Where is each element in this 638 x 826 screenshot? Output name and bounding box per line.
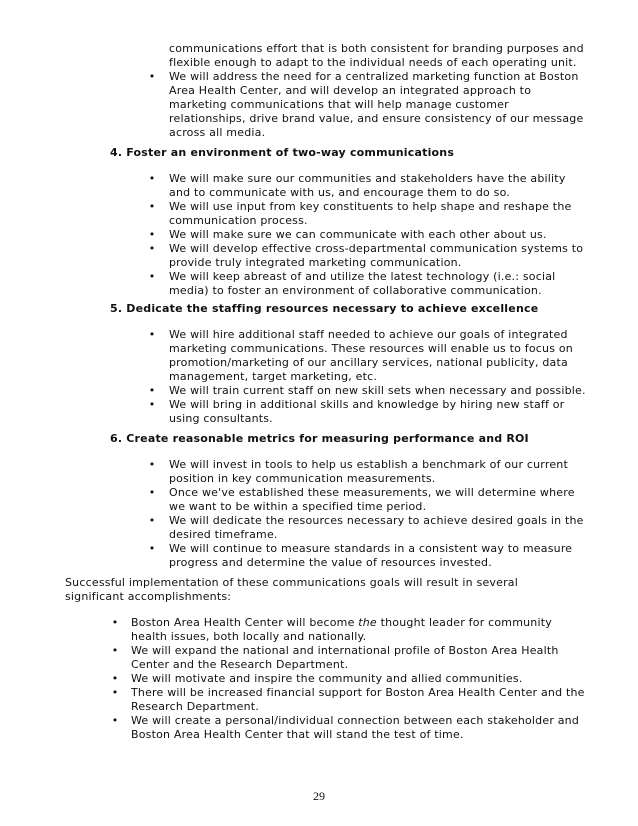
text-line: communications effort that is both consistent for branding purposes and <box>169 42 584 55</box>
text-line: Once we've established these measurements, we will determine where <box>169 486 575 499</box>
text-line: Area Health Center, and will develop an integrated approach to <box>169 84 532 97</box>
text-line: We will expand the national and international profile of Boston Area Health <box>131 644 559 657</box>
bullet-icon: • <box>148 514 156 527</box>
page-number: 29 <box>313 789 325 803</box>
text-line: We will invest in tools to help us establish a benchmark of our current <box>169 458 568 471</box>
text-line: We will bring in additional skills and knowledge by hiring new staff or <box>169 398 565 411</box>
text-line: communication process. <box>169 214 308 227</box>
text-line: desired timeframe. <box>169 528 278 541</box>
text-line: There will be increased financial support for Boston Area Health Center and the <box>131 686 585 699</box>
text-line: Boston Area Health Center that will stand the test of time. <box>131 728 464 741</box>
text-line: and to communicate with us, and encourage them to do so. <box>169 186 511 199</box>
list-item <box>131 616 552 630</box>
text-line: Research Department. <box>131 700 260 713</box>
text-line: we want to be within a specified time period. <box>169 500 427 513</box>
paragraph-line: significant accomplishments: <box>65 590 232 603</box>
bullet-icon: • <box>148 384 156 397</box>
bullet-icon: • <box>148 200 156 213</box>
text-line: We will develop effective cross-departmental communication systems to <box>169 242 584 255</box>
bullet-icon: • <box>148 228 156 241</box>
text-run: Boston Area Health Center will become <box>131 616 359 629</box>
text-run: thought leader for community <box>376 616 552 629</box>
text-line: We will make sure we can communicate with each other about us. <box>169 228 547 241</box>
bullet-icon: • <box>148 542 156 555</box>
bullet-icon: • <box>148 458 156 471</box>
text-line: We will motivate and inspire the community and allied communities. <box>131 672 523 685</box>
text-line: Center and the Research Department. <box>131 658 349 671</box>
bullet-icon: • <box>111 672 119 685</box>
bullet-icon: • <box>148 70 156 83</box>
text-line: marketing communications that will help manage customer <box>169 98 509 111</box>
bullet-icon: • <box>148 242 156 255</box>
text-line: We will address the need for a centralized marketing function at Boston <box>169 70 579 83</box>
bullet-icon: • <box>148 398 156 411</box>
bullet-icon: • <box>148 328 156 341</box>
text-line: position in key communication measurements. <box>169 472 436 485</box>
text-line: We will keep abreast of and utilize the latest technology (i.e.: social <box>169 270 556 283</box>
bullet-icon: • <box>111 644 119 657</box>
bullet-icon: • <box>111 686 119 699</box>
section-heading: 6. Create reasonable metrics for measuring performance and ROI <box>110 432 529 445</box>
text-line: management, target marketing, etc. <box>169 370 378 383</box>
bullet-icon: • <box>111 616 119 629</box>
text-line: We will create a personal/individual connection between each stakeholder and <box>131 714 580 727</box>
bullet-icon: • <box>111 714 119 727</box>
text-line: promotion/marketing of our ancillary services, national publicity, data <box>169 356 568 369</box>
text-line: We will use input from key constituents to help shape and reshape the <box>169 200 572 213</box>
text-line: We will continue to measure standards in a consistent way to measure <box>169 542 573 555</box>
text-line: We will dedicate the resources necessary to achieve desired goals in the <box>169 514 584 527</box>
text-line: We will train current staff on new skill sets when necessary and possible. <box>169 384 586 397</box>
text-line: progress and determine the value of resources invested. <box>169 556 492 569</box>
text-line: relationships, drive brand value, and ensure consistency of our message <box>169 112 584 125</box>
text-line: flexible enough to adapt to the individual needs of each operating unit. <box>169 56 577 69</box>
text-line: across all media. <box>169 126 266 139</box>
section-heading: 5. Dedicate the staffing resources necessary to achieve excellence <box>110 302 539 315</box>
text-line: provide truly integrated marketing communication. <box>169 256 462 269</box>
paragraph-line: Successful implementation of these communications goals will result in several <box>65 576 519 589</box>
text-line: We will make sure our communities and stakeholders have the ability <box>169 172 566 185</box>
bullet-icon: • <box>148 486 156 499</box>
text-line: using consultants. <box>169 412 273 425</box>
text-line: We will hire additional staff needed to achieve our goals of integrated <box>169 328 568 341</box>
text-line: marketing communications. These resources will enable us to focus on <box>169 342 573 355</box>
bullet-icon: • <box>148 270 156 283</box>
emphasis: the <box>358 616 377 629</box>
section-heading: 4. Foster an environment of two-way communications <box>110 146 455 159</box>
text-line: health issues, both locally and nationally. <box>131 630 367 643</box>
bullet-icon: • <box>148 172 156 185</box>
text-line: media) to foster an environment of collaborative communication. <box>169 284 542 297</box>
